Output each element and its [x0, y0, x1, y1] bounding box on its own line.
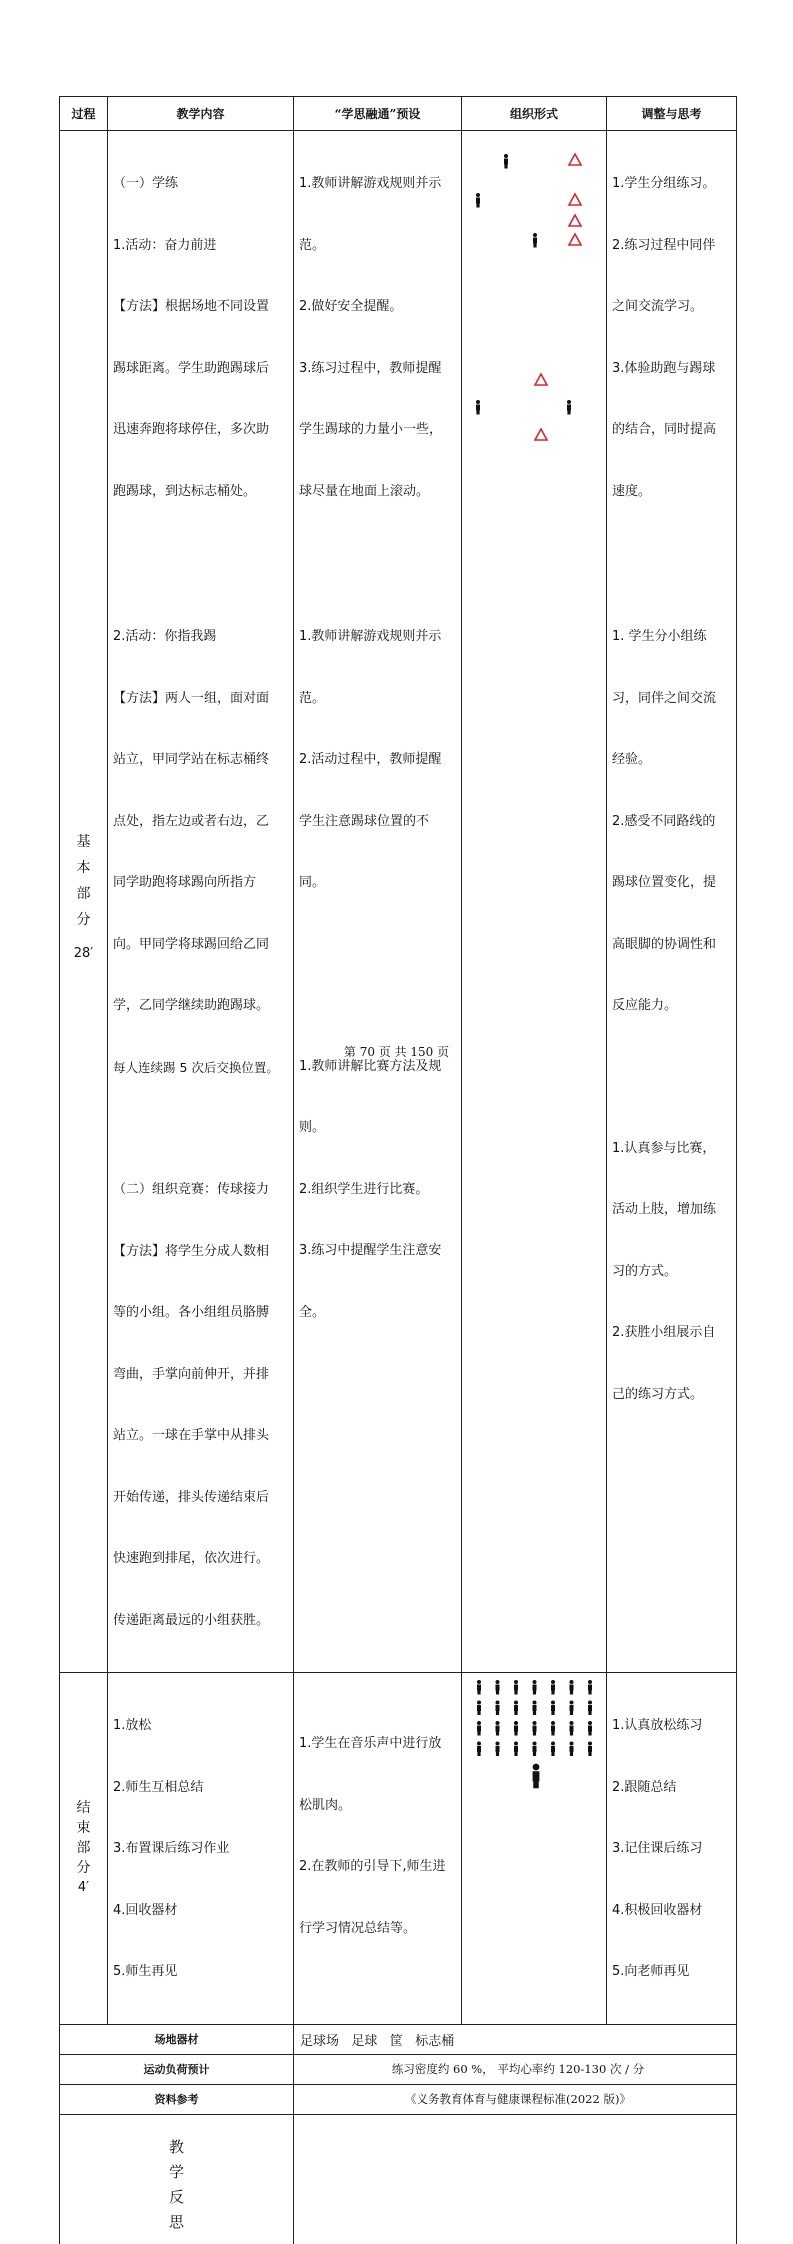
end-preview-cell: 1.学生在音乐声中进行放 松肌肉。 2.在教师的引导下,师生进 行学习情况总结等。: [294, 1673, 462, 2025]
student-icon: [477, 1742, 481, 1757]
student-icon: [533, 1742, 537, 1757]
section2-preview: 1.教师讲解游戏规则并示 范。 2.活动过程中，教师提醒 学生注意踢球位置的不 同。: [299, 629, 442, 890]
end-adjust-cell: 1.认真放松练习 2.跟随总结 3.记住课后练习 4.积极回收器材 5.向老师再见: [607, 1673, 737, 2025]
student-icon: [496, 1680, 500, 1695]
student-icon: [570, 1701, 574, 1716]
section3-preview: 1.教师讲解比赛方法及规 则。 2.组织学生进行比赛。 3.练习中提醒学生注意安 全。: [299, 1058, 442, 1320]
student-icon: [496, 1742, 500, 1757]
basic-preview-cell: [294, 131, 462, 1673]
end-content-cell: 1.放松 2.师生互相总结 3.布置课后练习作业 4.回收器材 5.师生再见: [108, 1673, 294, 2025]
venue-row: [60, 2024, 737, 2054]
cone-marker: [569, 194, 581, 205]
student-icon: [514, 1680, 518, 1695]
header-row: [60, 97, 737, 131]
reflection-content: [294, 2114, 737, 2244]
student-icon: [533, 1701, 537, 1716]
section3-adjust: 1.认真参与比赛， 活动上肢，增加练 习的方式。 2.获胜小组展示自 己的练习方式。: [612, 1140, 717, 1402]
student-icon: [588, 1742, 592, 1757]
page-number: 第 70 页 共 150 页: [343, 1045, 450, 1059]
person-icon: [476, 193, 480, 208]
end-duration: 4′: [77, 1880, 90, 1896]
student-icon: [551, 1680, 555, 1695]
section2-adjust: 1. 学生分小组练 习，同伴之间交流 经验。 2.感受不同路线的 踢球位置变化，提 高眼脚的协调性和 反应能力。: [612, 629, 717, 1013]
end-part-row: [60, 1673, 737, 2025]
cone-marker: [569, 154, 581, 165]
section3-content: （二）组织竞赛：传球接力 【方法】将学生分成人数相 等的小组。各小组组员胳膊 弯曲，手掌向前伸开，并排 站立。一球在手掌中从排头 开始传递，排头传递结束后 快速跑到排尾，依次进行。 传递距离最远的小组获胜。: [113, 1182, 270, 1628]
student-icon: [551, 1721, 555, 1736]
student-icon: [496, 1721, 500, 1736]
student-icon: [588, 1701, 592, 1716]
student-icon: [570, 1721, 574, 1736]
student-icon: [570, 1742, 574, 1757]
student-icon: [514, 1701, 518, 1716]
person-icon: [567, 400, 571, 415]
cone-marker: [569, 234, 581, 245]
end-organization-cell: [462, 1673, 607, 2025]
end-formation-diagram: [462, 1673, 607, 1793]
student-icon: [551, 1701, 555, 1716]
student-icon: [570, 1680, 574, 1695]
person-icon: [504, 154, 508, 169]
teacher-icon: [533, 1764, 540, 1789]
student-icon: [496, 1701, 500, 1716]
student-icon: [551, 1742, 555, 1757]
basic-content-cell: [108, 131, 294, 1673]
header-adjust: 调整与思考: [607, 97, 737, 131]
cone-marker: [535, 429, 547, 440]
student-icon: [588, 1721, 592, 1736]
load-label: 运动负荷预计: [143, 2063, 210, 2076]
organization-diagram: [462, 131, 607, 652]
section1-preview: 1.教师讲解游戏规则并示 范。 2.做好安全提醒。 3.练习过程中，教师提醒 学生踢球的力量小一些， 球尽量在地面上滚动。: [299, 176, 443, 499]
section1-adjust: 1.学生分组练习。 2.练习过程中同伴 之间交流学习。 3.体验助跑与踢球 的结合，同时提高 速度。: [612, 176, 717, 499]
student-icon: [533, 1680, 537, 1695]
person-icon: [476, 400, 480, 415]
end-part-label: 结 束 部 分 4′: [60, 1673, 108, 2025]
reference-value: 《义务教育体育与健康课程标准(2022 版)》: [405, 2092, 631, 2106]
cone-marker: [569, 215, 581, 226]
reflection-label: 教 学 反 思: [168, 2137, 184, 2231]
student-icon: [514, 1742, 518, 1757]
lesson-plan-table: [59, 96, 737, 2244]
header-process: 过程: [60, 97, 108, 131]
student-icon: [514, 1721, 518, 1736]
load-row: [60, 2054, 737, 2084]
student-icon: [477, 1680, 481, 1695]
diagram-activity-1: [476, 154, 581, 248]
basic-part-label: 基 本 部 分 28′: [60, 131, 108, 1673]
diagram-activity-2: [476, 374, 571, 440]
cone-marker: [535, 374, 547, 385]
section1-content: （一）学练 1.活动：奋力前进 【方法】根据场地不同设置 踢球距离。学生助跑踢球后 迅速奔跑将球停住，多次助 跑踢球，到达标志桶处。: [113, 176, 270, 499]
header-organization: 组织形式: [462, 97, 607, 131]
section2-content: 2.活动：你指我踢 【方法】两人一组，面对面 站立，甲同学站在标志桶终 点处，指左边或者右边，乙 同学助跑将球踢向所指方 向。甲同学将球踢回给乙同 学，乙同学继续助跑踢球。 每人连续踢 5 次后交换位置。: [113, 629, 279, 1075]
student-icon: [477, 1721, 481, 1736]
reference-row: [60, 2084, 737, 2114]
reflection-row: [60, 2114, 737, 2244]
load-value: 练习密度约 60 %， 平均心率约 120-130 次 / 分: [391, 2062, 645, 2076]
venue-value: 足球场 足球 筐 标志桶: [300, 2033, 455, 2049]
student-icon: [588, 1680, 592, 1695]
basic-part-row: [60, 131, 737, 1673]
reference-label: 资料参考: [154, 2093, 199, 2106]
header-preview: “学思融通”预设: [294, 97, 462, 131]
person-icon: [533, 233, 537, 248]
student-icon: [533, 1721, 537, 1736]
basic-organization-cell: [462, 131, 607, 1673]
basic-adjust-cell: [607, 131, 737, 1673]
basic-duration: 28′: [73, 945, 94, 961]
student-icon: [477, 1701, 481, 1716]
venue-label: 场地器材: [154, 2033, 199, 2046]
header-content: 教学内容: [108, 97, 294, 131]
